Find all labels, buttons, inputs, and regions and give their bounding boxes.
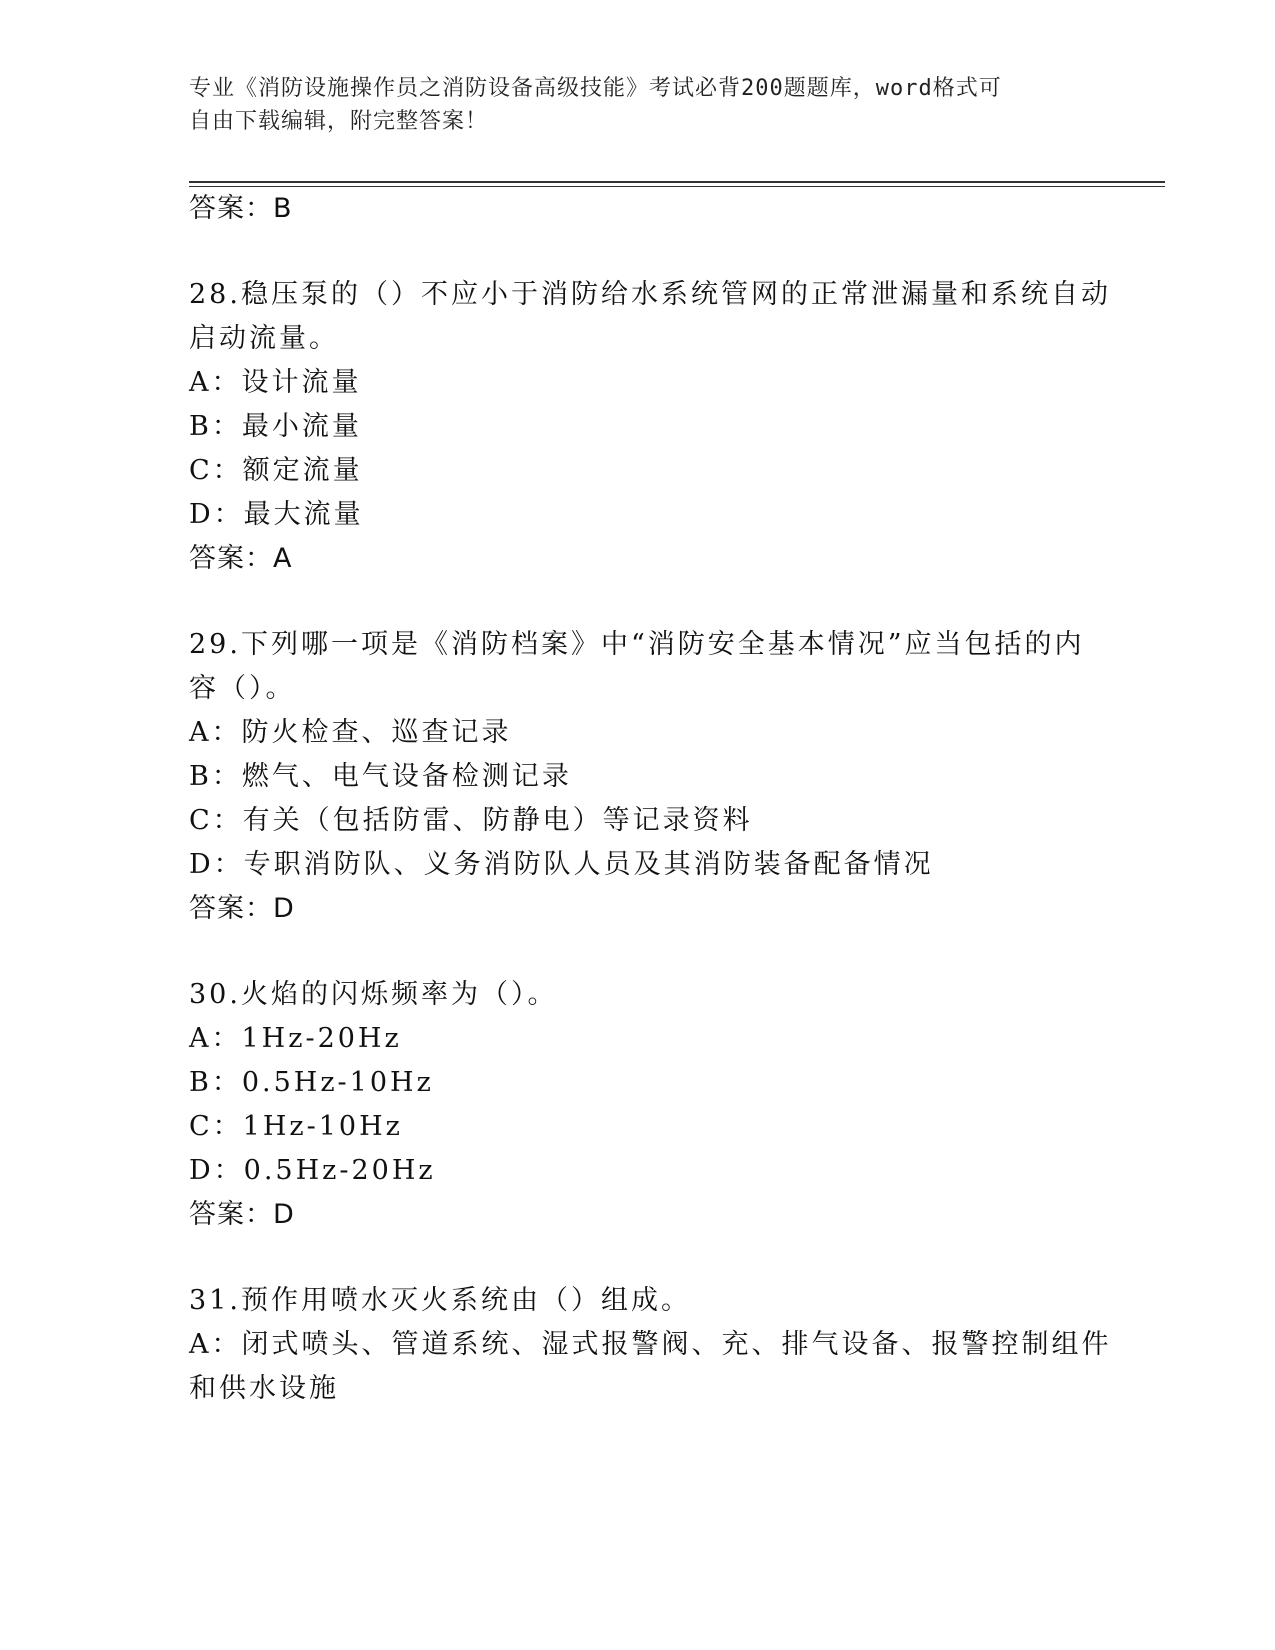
- question-stem-line: 31.预作用喷水灭火系统由（）组成。: [189, 1285, 691, 1316]
- option-d: D：0.5Hz-20Hz: [189, 1155, 436, 1186]
- option-c: C：1Hz-10Hz: [189, 1111, 403, 1142]
- option-a: A：防火检查、巡查记录: [189, 717, 512, 748]
- option-b: B：最小流量: [189, 411, 362, 442]
- header-rule-thin: [189, 186, 1165, 187]
- previous-answer: 答案：B: [189, 193, 293, 224]
- question-stem-line: 启动流量。: [189, 323, 339, 354]
- option-b: B：0.5Hz-10Hz: [189, 1067, 434, 1098]
- question-stem-line: 28.稳压泵的（）不应小于消防给水系统管网的正常泄漏量和系统自动: [189, 279, 1111, 310]
- option-a-continued: 和供水设施: [189, 1373, 339, 1404]
- option-d: D：最大流量: [189, 499, 364, 530]
- option-c: C：额定流量: [189, 455, 363, 486]
- answer-line: 答案：D: [189, 1199, 295, 1230]
- option-d: D：专职消防队、义务消防队人员及其消防装备配备情况: [189, 849, 934, 880]
- title-line-1: 专业《消防设施操作员之消防设备高级技能》考试必背200题题库，word格式可: [189, 76, 1002, 101]
- option-a: A：设计流量: [189, 367, 362, 398]
- question-stem-line: 30.火焰的闪烁频率为（）。: [189, 979, 558, 1010]
- question-stem-line: 29.下列哪一项是《消防档案》中“消防安全基本情况”应当包括的内: [189, 629, 1085, 660]
- header-rule-thick: [189, 181, 1165, 183]
- title-line-2: 自由下载编辑，附完整答案！: [189, 109, 489, 134]
- option-c: C：有关（包括防雷、防静电）等记录资料: [189, 805, 753, 836]
- option-b: B：燃气、电气设备检测记录: [189, 761, 572, 792]
- document-title: [189, 72, 1089, 138]
- answer-line: 答案：A: [189, 543, 293, 574]
- option-a: A：闭式喷头、管道系统、湿式报警阀、充、排气设备、报警控制组件: [189, 1329, 1112, 1360]
- question-stem-line: 容（）。: [189, 673, 296, 704]
- answer-line: 答案：D: [189, 893, 295, 924]
- option-a: A：1Hz-20Hz: [189, 1023, 402, 1054]
